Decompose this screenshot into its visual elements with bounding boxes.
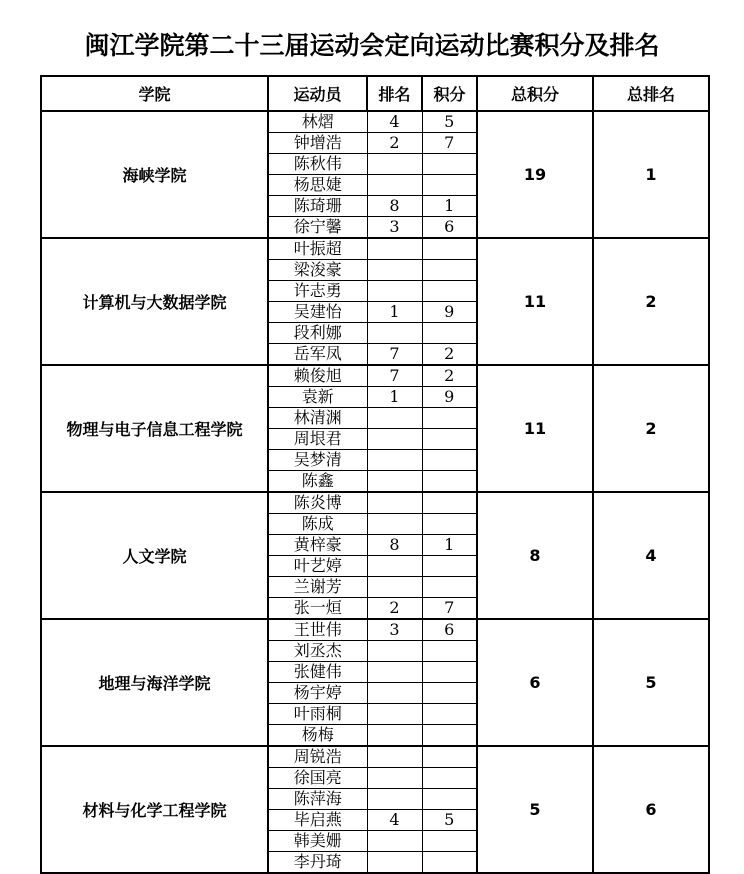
athlete-name: 陈琦珊	[268, 196, 367, 217]
athlete-name: 周锐浩	[268, 746, 367, 768]
athlete-name: 徐宁馨	[268, 217, 367, 239]
athlete-rank	[367, 471, 422, 493]
athlete-name: 叶雨桐	[268, 704, 367, 725]
athlete-score: 7	[422, 133, 477, 154]
athlete-rank: 3	[367, 217, 422, 239]
header-total-score: 总积分	[477, 76, 593, 111]
athlete-rank: 1	[367, 302, 422, 323]
athlete-name: 杨梅	[268, 725, 367, 747]
athlete-rank	[367, 725, 422, 747]
college-name: 海峡学院	[41, 111, 268, 238]
total-rank: 4	[593, 492, 709, 619]
athlete-score	[422, 789, 477, 810]
athlete-rank	[367, 429, 422, 450]
athlete-rank: 4	[367, 111, 422, 133]
athlete-score	[422, 662, 477, 683]
athlete-score	[422, 260, 477, 281]
athlete-name: 周垠君	[268, 429, 367, 450]
athlete-score	[422, 556, 477, 577]
athlete-name: 张健伟	[268, 662, 367, 683]
athlete-score: 1	[422, 196, 477, 217]
header-athlete: 运动员	[268, 76, 367, 111]
athlete-name: 袁新	[268, 387, 367, 408]
athlete-name: 陈成	[268, 514, 367, 535]
athlete-name: 赖俊旭	[268, 365, 367, 387]
total-score: 8	[477, 492, 593, 619]
athlete-score: 7	[422, 598, 477, 620]
athlete-rank: 8	[367, 196, 422, 217]
athlete-rank	[367, 746, 422, 768]
college-name: 计算机与大数据学院	[41, 238, 268, 365]
athlete-rank	[367, 281, 422, 302]
athlete-rank	[367, 577, 422, 598]
athlete-name: 林清渊	[268, 408, 367, 429]
athlete-score: 5	[422, 810, 477, 831]
athlete-name: 毕启燕	[268, 810, 367, 831]
athlete-score	[422, 175, 477, 196]
athlete-rank	[367, 260, 422, 281]
athlete-score: 2	[422, 344, 477, 366]
athlete-rank: 4	[367, 810, 422, 831]
athlete-score	[422, 831, 477, 852]
athlete-score: 1	[422, 535, 477, 556]
page-title: 闽江学院第二十三届运动会定向运动比赛积分及排名	[84, 31, 660, 60]
athlete-rank	[367, 323, 422, 344]
athlete-score	[422, 429, 477, 450]
athlete-rank: 7	[367, 344, 422, 366]
athlete-name: 陈秋伟	[268, 154, 367, 175]
athlete-name: 许志勇	[268, 281, 367, 302]
athlete-score	[422, 704, 477, 725]
athlete-rank: 3	[367, 619, 422, 641]
athlete-rank: 2	[367, 598, 422, 620]
athlete-rank	[367, 556, 422, 577]
athlete-score: 6	[422, 619, 477, 641]
table-row	[41, 111, 709, 133]
athlete-name: 吴建怡	[268, 302, 367, 323]
athlete-rank	[367, 238, 422, 260]
athlete-name: 吴梦清	[268, 450, 367, 471]
athlete-name: 陈萍海	[268, 789, 367, 810]
athlete-score	[422, 281, 477, 302]
athlete-rank	[367, 450, 422, 471]
athlete-name: 王世伟	[268, 619, 367, 641]
athlete-name: 张一烜	[268, 598, 367, 620]
athlete-rank: 7	[367, 365, 422, 387]
athlete-name: 钟增浩	[268, 133, 367, 154]
athlete-rank	[367, 768, 422, 789]
total-rank: 2	[593, 365, 709, 492]
total-score: 11	[477, 238, 593, 365]
athlete-name: 陈炎博	[268, 492, 367, 514]
total-rank: 2	[593, 238, 709, 365]
total-rank: 1	[593, 111, 709, 238]
athlete-score	[422, 577, 477, 598]
college-name: 人文学院	[41, 492, 268, 619]
athlete-score	[422, 746, 477, 768]
athlete-score	[422, 683, 477, 704]
total-rank: 5	[593, 619, 709, 746]
athlete-score	[422, 238, 477, 260]
athlete-rank	[367, 154, 422, 175]
athlete-score: 5	[422, 111, 477, 133]
athlete-rank	[367, 683, 422, 704]
athlete-score	[422, 514, 477, 535]
athlete-name: 林熠	[268, 111, 367, 133]
athlete-rank: 2	[367, 133, 422, 154]
athlete-score	[422, 154, 477, 175]
athlete-name: 兰谢芳	[268, 577, 367, 598]
athlete-rank	[367, 175, 422, 196]
athlete-score	[422, 408, 477, 429]
athlete-score	[422, 852, 477, 874]
athlete-name: 韩美姗	[268, 831, 367, 852]
athlete-score	[422, 323, 477, 344]
athlete-rank	[367, 662, 422, 683]
athlete-rank	[367, 704, 422, 725]
athlete-name: 岳军凤	[268, 344, 367, 366]
table-row	[41, 238, 709, 260]
athlete-name: 李丹琦	[268, 852, 367, 874]
athlete-name: 梁浚豪	[268, 260, 367, 281]
athlete-name: 叶艺婷	[268, 556, 367, 577]
header-total-rank: 总排名	[593, 76, 709, 111]
athlete-rank: 1	[367, 387, 422, 408]
athlete-rank	[367, 492, 422, 514]
header-score: 积分	[422, 76, 477, 111]
table-body	[41, 111, 709, 873]
header-rank: 排名	[367, 76, 422, 111]
athlete-name: 段利娜	[268, 323, 367, 344]
athlete-rank	[367, 408, 422, 429]
athlete-score	[422, 471, 477, 493]
college-name: 材料与化学工程学院	[41, 746, 268, 873]
athlete-rank	[367, 789, 422, 810]
athlete-score	[422, 450, 477, 471]
athlete-name: 徐国亮	[268, 768, 367, 789]
athlete-score	[422, 641, 477, 662]
header-college: 学院	[41, 76, 268, 111]
athlete-name: 杨宇婷	[268, 683, 367, 704]
athlete-rank	[367, 831, 422, 852]
total-score: 5	[477, 746, 593, 873]
athlete-name: 叶振超	[268, 238, 367, 260]
athlete-rank	[367, 852, 422, 874]
athlete-name: 陈鑫	[268, 471, 367, 493]
header-row	[41, 76, 709, 111]
athlete-score: 9	[422, 387, 477, 408]
athlete-name: 黄梓豪	[268, 535, 367, 556]
athlete-score	[422, 725, 477, 747]
total-score: 19	[477, 111, 593, 238]
total-score: 11	[477, 365, 593, 492]
table-row	[41, 492, 709, 514]
college-name: 地理与海洋学院	[41, 619, 268, 746]
total-rank: 6	[593, 746, 709, 873]
athlete-rank	[367, 514, 422, 535]
athlete-score: 2	[422, 365, 477, 387]
athlete-score: 6	[422, 217, 477, 239]
athlete-name: 杨思婕	[268, 175, 367, 196]
athlete-score	[422, 492, 477, 514]
table-row	[41, 746, 709, 768]
athlete-score	[422, 768, 477, 789]
table-row	[41, 619, 709, 641]
athlete-rank	[367, 641, 422, 662]
table-row	[41, 365, 709, 387]
athlete-rank: 8	[367, 535, 422, 556]
score-table	[40, 75, 710, 874]
college-name: 物理与电子信息工程学院	[41, 365, 268, 492]
athlete-score: 9	[422, 302, 477, 323]
athlete-name: 刘丞杰	[268, 641, 367, 662]
total-score: 6	[477, 619, 593, 746]
